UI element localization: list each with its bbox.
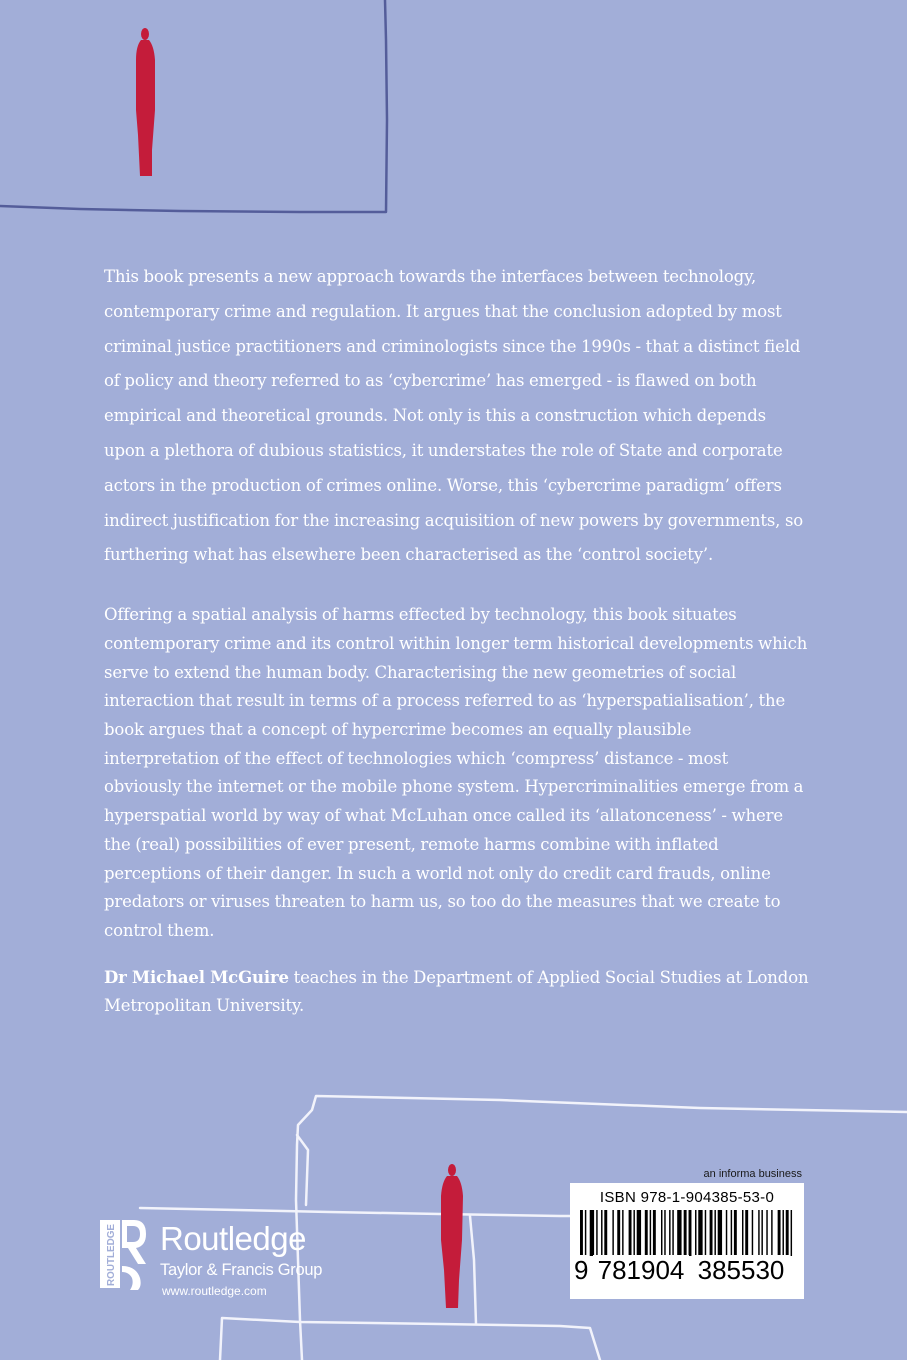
barcode-bar [742,1210,743,1256]
barcode-bar [629,1210,632,1256]
barcode-bar [710,1210,713,1256]
barcode-bar [601,1210,602,1256]
blurb-paragraph-2: Offering a spatial analysis of harms effected by technology, this book situates contemporary crime and its control within longer term historical developments which serve to extend the human body. Characterising the new geometries of social interaction that result in terms of a process referred to as ‘hyperspatialisation’, the book argues that a concept of hypercrime becomes an equally plausible interpretation of the effect of technologies which ‘compress’ distance - most obviously the internet or the mobile phone system. Hypercriminalities emerge from a hyperspatial world by way of what McLuhan once called its ‘allatonceness’ - where the (real) possibilities of ever present, remote harms combine with inflated perceptions of their danger. In such a world not only do credit card frauds, online predators or viruses threaten to harm us, so too do the measures that we create to control them. [104,605,808,940]
barcode-bar [783,1210,784,1256]
barcode-bar [645,1210,648,1256]
barcode-bar [726,1210,727,1256]
top-frame-line [0,0,387,212]
barcode-bar [590,1210,594,1256]
barcode-bar [604,1210,607,1256]
red-figure-bottom [441,1164,463,1308]
blurb-paragraph-1: This book presents a new approach towards the interfaces between technology, contemporary crime and regulation. It argues that the conclusion adopted by most criminal justice practitioners and criminologists since the 1990s - that a distinct field of policy and theory referred to as ‘cybercrime’ has emerged - is flawed on both empirical and theoretical grounds. Not only is this a construction which depends upon a plethora of dubious statistics, it understates the role of State and corporate actors in the production of crimes online. Worse, this ‘cybercrime paradigm’ offers indirect justification for the increasing acquisition of new powers by governments, so furthering what has elsewhere been characterised as the ‘control society’. [104,267,804,565]
barcode-bar [714,1210,715,1256]
barcode-bar [650,1210,651,1256]
barcode-bar [705,1210,706,1256]
barcode-bar [752,1210,753,1256]
barcode-bar [766,1210,767,1256]
informa-tagline: an informa business [703,1168,802,1180]
barcode-digit-group-1: 781904 [593,1255,689,1286]
barcode-bar [771,1210,772,1256]
publisher-group: Taylor & Francis Group [160,1261,323,1279]
barcode-digit-group-2: 385530 [693,1255,789,1286]
barcode-bar [718,1210,722,1256]
barcode-bar [622,1210,623,1256]
barcode-bar [778,1210,781,1256]
barcode-bar [677,1210,681,1256]
barcode-bar [791,1210,792,1256]
barcode-bar [745,1210,748,1256]
barcode-bar [617,1210,620,1256]
routledge-r-mark [100,1220,146,1290]
barcode-bar [731,1210,732,1256]
routledge-logo [100,1218,360,1308]
barcode-bar [637,1210,641,1256]
publisher-name: Routledge [160,1220,306,1257]
barcode-bar [669,1210,670,1256]
red-figure-top [136,28,155,176]
isbn-number: ISBN 978-1-904385-53-0 [599,1189,775,1206]
barcode-bar [664,1210,665,1256]
routledge-vertical-wordmark: ROUTLEDGE [105,1220,117,1286]
barcode-bar [633,1210,634,1256]
barcode-bar [684,1210,687,1256]
barcode-bar [596,1210,597,1256]
author-bio [104,964,809,1021]
blurb-text [104,260,809,1021]
barcode-first-digit: 9 [574,1255,589,1285]
isbn-barcode [570,1183,804,1299]
author-name: Dr Michael McGuire [104,967,289,987]
barcode-bar [758,1210,759,1256]
barcode-bar [612,1210,613,1256]
barcode-bar [761,1210,762,1256]
barcode-bar [653,1210,656,1256]
publisher-url[interactable]: www.routledge.com [162,1284,267,1298]
barcode-bar [661,1210,662,1256]
barcode-bar [689,1210,692,1256]
barcode-bar [786,1210,789,1256]
barcode-bar [672,1210,673,1256]
barcode-bar [734,1210,737,1256]
author-bio-text: teaches in the Department of Applied Social Studies at London Metropolitan University. [104,967,809,1016]
